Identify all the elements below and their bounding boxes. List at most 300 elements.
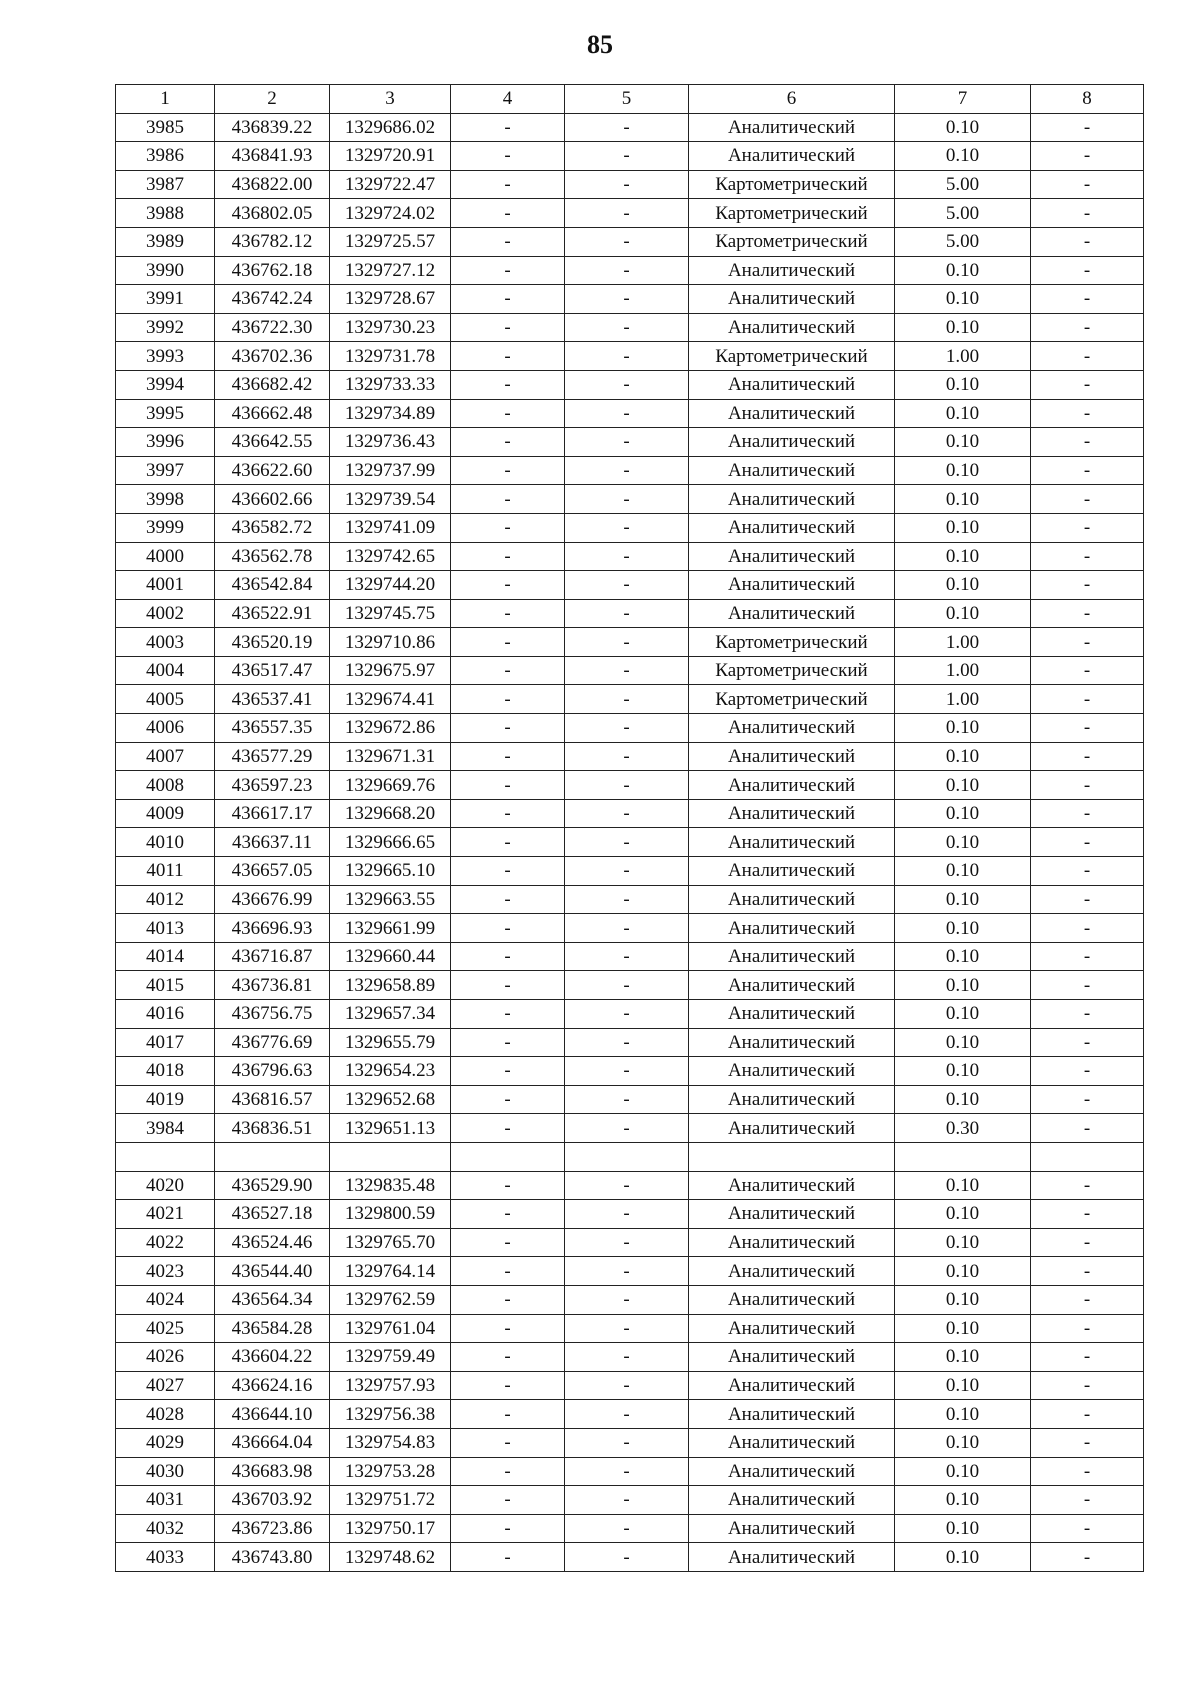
column-4-cell: - [451, 342, 565, 371]
method-cell: Аналитический [689, 1057, 895, 1086]
method-cell: Аналитический [689, 1171, 895, 1200]
y-coordinate-cell: 1329757.93 [330, 1371, 451, 1400]
method-cell: Аналитический [689, 456, 895, 485]
column-8-cell: - [1031, 313, 1144, 342]
column-8-cell: - [1031, 485, 1144, 514]
accuracy-cell: 0.10 [895, 513, 1031, 542]
method-cell: Аналитический [689, 142, 895, 171]
point-number-cell: 4003 [116, 628, 215, 657]
column-8-cell: - [1031, 1543, 1144, 1572]
column-4-cell: - [451, 1285, 565, 1314]
column-4-cell: - [451, 1343, 565, 1372]
column-5-cell: - [565, 599, 689, 628]
column-5-cell: - [565, 1028, 689, 1057]
x-coordinate-cell: 436839.22 [215, 113, 330, 142]
column-8-cell: - [1031, 1457, 1144, 1486]
x-coordinate-cell: 436624.16 [215, 1371, 330, 1400]
y-coordinate-cell: 1329720.91 [330, 142, 451, 171]
point-number-cell: 4000 [116, 542, 215, 571]
y-coordinate-cell: 1329751.72 [330, 1486, 451, 1515]
method-cell: Аналитический [689, 113, 895, 142]
x-coordinate-cell: 436722.30 [215, 313, 330, 342]
column-4-cell: - [451, 685, 565, 714]
x-coordinate-cell: 436529.90 [215, 1171, 330, 1200]
column-8-cell: - [1031, 714, 1144, 743]
column-8-cell: - [1031, 199, 1144, 228]
method-cell: Аналитический [689, 599, 895, 628]
point-number-cell: 3991 [116, 285, 215, 314]
column-4-cell: - [451, 1486, 565, 1515]
point-number-cell: 3989 [116, 227, 215, 256]
method-cell: Аналитический [689, 1543, 895, 1572]
accuracy-cell: 5.00 [895, 227, 1031, 256]
x-coordinate-cell: 436602.66 [215, 485, 330, 514]
method-cell: Картометрический [689, 342, 895, 371]
point-number-cell: 4010 [116, 828, 215, 857]
point-number-cell: 3985 [116, 113, 215, 142]
x-coordinate-cell: 436696.93 [215, 914, 330, 943]
point-number-cell: 4011 [116, 857, 215, 886]
column-4-cell: - [451, 885, 565, 914]
table-row [116, 771, 1144, 800]
accuracy-cell [895, 1142, 1031, 1171]
point-number-cell: 4005 [116, 685, 215, 714]
column-4-cell: - [451, 1514, 565, 1543]
table-row [116, 685, 1144, 714]
method-cell: Аналитический [689, 971, 895, 1000]
x-coordinate-cell [215, 1142, 330, 1171]
column-8-cell: - [1031, 599, 1144, 628]
y-coordinate-cell: 1329725.57 [330, 227, 451, 256]
column-5-cell: - [565, 1371, 689, 1400]
table-row [116, 857, 1144, 886]
column-4-cell: - [451, 428, 565, 457]
table-row [116, 456, 1144, 485]
table-row [116, 285, 1144, 314]
x-coordinate-cell: 436524.46 [215, 1228, 330, 1257]
column-5-cell: - [565, 742, 689, 771]
point-number-cell: 4018 [116, 1057, 215, 1086]
y-coordinate-cell: 1329737.99 [330, 456, 451, 485]
point-number-cell: 3993 [116, 342, 215, 371]
column-4-cell: - [451, 1228, 565, 1257]
accuracy-cell: 0.10 [895, 714, 1031, 743]
column-8-cell: - [1031, 1171, 1144, 1200]
x-coordinate-cell: 436542.84 [215, 571, 330, 600]
x-coordinate-cell: 436657.05 [215, 857, 330, 886]
column-8-cell: - [1031, 942, 1144, 971]
accuracy-cell: 0.10 [895, 1371, 1031, 1400]
point-number-cell: 4030 [116, 1457, 215, 1486]
accuracy-cell: 5.00 [895, 199, 1031, 228]
column-5-cell: - [565, 313, 689, 342]
column-5-cell: - [565, 1200, 689, 1229]
table-row [116, 828, 1144, 857]
point-number-cell: 4027 [116, 1371, 215, 1400]
column-header-1: 1 [116, 85, 215, 114]
accuracy-cell: 0.10 [895, 1543, 1031, 1572]
y-coordinate-cell: 1329759.49 [330, 1343, 451, 1372]
accuracy-cell: 0.10 [895, 113, 1031, 142]
x-coordinate-cell: 436562.78 [215, 542, 330, 571]
point-number-cell: 4031 [116, 1486, 215, 1515]
column-5-cell: - [565, 285, 689, 314]
y-coordinate-cell: 1329666.65 [330, 828, 451, 857]
column-5-cell: - [565, 799, 689, 828]
y-coordinate-cell: 1329835.48 [330, 1171, 451, 1200]
column-4-cell: - [451, 1543, 565, 1572]
accuracy-cell: 0.10 [895, 942, 1031, 971]
table-row [116, 199, 1144, 228]
x-coordinate-cell: 436617.17 [215, 799, 330, 828]
column-5-cell: - [565, 1171, 689, 1200]
point-number-cell: 4022 [116, 1228, 215, 1257]
method-cell: Аналитический [689, 1400, 895, 1429]
table-row [116, 1114, 1144, 1143]
y-coordinate-cell: 1329756.38 [330, 1400, 451, 1429]
y-coordinate-cell: 1329657.34 [330, 1000, 451, 1029]
method-cell: Аналитический [689, 1371, 895, 1400]
y-coordinate-cell: 1329734.89 [330, 399, 451, 428]
y-coordinate-cell: 1329654.23 [330, 1057, 451, 1086]
table-row [116, 1200, 1144, 1229]
table-row [116, 542, 1144, 571]
y-coordinate-cell: 1329748.62 [330, 1543, 451, 1572]
accuracy-cell: 5.00 [895, 170, 1031, 199]
x-coordinate-cell: 436537.41 [215, 685, 330, 714]
accuracy-cell: 0.10 [895, 256, 1031, 285]
method-cell: Аналитический [689, 1228, 895, 1257]
y-coordinate-cell: 1329753.28 [330, 1457, 451, 1486]
column-5-cell: - [565, 1543, 689, 1572]
column-4-cell: - [451, 113, 565, 142]
column-5-cell: - [565, 485, 689, 514]
accuracy-cell: 0.10 [895, 914, 1031, 943]
x-coordinate-cell: 436796.63 [215, 1057, 330, 1086]
table-row [116, 142, 1144, 171]
x-coordinate-cell: 436662.48 [215, 399, 330, 428]
table-row [116, 342, 1144, 371]
accuracy-cell: 0.10 [895, 742, 1031, 771]
column-4-cell: - [451, 571, 565, 600]
column-5-cell: - [565, 342, 689, 371]
method-cell: Аналитический [689, 799, 895, 828]
column-5-cell: - [565, 456, 689, 485]
point-number-cell: 3987 [116, 170, 215, 199]
column-5-cell [565, 1142, 689, 1171]
point-number-cell: 4021 [116, 1200, 215, 1229]
accuracy-cell: 0.10 [895, 1028, 1031, 1057]
table-row [116, 1343, 1144, 1372]
x-coordinate-cell: 436742.24 [215, 285, 330, 314]
column-4-cell: - [451, 1400, 565, 1429]
point-number-cell: 4006 [116, 714, 215, 743]
header-row [116, 85, 1144, 114]
accuracy-cell: 0.10 [895, 370, 1031, 399]
method-cell: Картометрический [689, 199, 895, 228]
table-row [116, 1228, 1144, 1257]
y-coordinate-cell: 1329722.47 [330, 170, 451, 199]
column-4-cell: - [451, 485, 565, 514]
accuracy-cell: 0.10 [895, 1228, 1031, 1257]
column-8-cell: - [1031, 399, 1144, 428]
y-coordinate-cell: 1329658.89 [330, 971, 451, 1000]
y-coordinate-cell: 1329686.02 [330, 113, 451, 142]
table-row [116, 1486, 1144, 1515]
column-8-cell: - [1031, 571, 1144, 600]
accuracy-cell: 0.10 [895, 571, 1031, 600]
x-coordinate-cell: 436520.19 [215, 628, 330, 657]
column-5-cell: - [565, 714, 689, 743]
accuracy-cell: 1.00 [895, 342, 1031, 371]
y-coordinate-cell: 1329800.59 [330, 1200, 451, 1229]
method-cell: Аналитический [689, 828, 895, 857]
point-number-cell: 4019 [116, 1085, 215, 1114]
column-8-cell: - [1031, 1057, 1144, 1086]
column-5-cell: - [565, 1343, 689, 1372]
accuracy-cell: 0.10 [895, 1257, 1031, 1286]
y-coordinate-cell: 1329675.97 [330, 656, 451, 685]
table-row [116, 628, 1144, 657]
table-row [116, 256, 1144, 285]
x-coordinate-cell: 436577.29 [215, 742, 330, 771]
table-row [116, 227, 1144, 256]
method-cell: Аналитический [689, 285, 895, 314]
y-coordinate-cell: 1329754.83 [330, 1428, 451, 1457]
table-row [116, 1400, 1144, 1429]
point-number-cell: 4033 [116, 1543, 215, 1572]
method-cell [689, 1142, 895, 1171]
method-cell: Аналитический [689, 742, 895, 771]
table-row [116, 1171, 1144, 1200]
column-5-cell: - [565, 885, 689, 914]
accuracy-cell: 0.10 [895, 971, 1031, 1000]
x-coordinate-cell: 436716.87 [215, 942, 330, 971]
column-5-cell: - [565, 685, 689, 714]
column-header-8: 8 [1031, 85, 1144, 114]
accuracy-cell: 0.30 [895, 1114, 1031, 1143]
column-8-cell: - [1031, 1228, 1144, 1257]
column-4-cell: - [451, 542, 565, 571]
table-row [116, 1457, 1144, 1486]
x-coordinate-cell: 436522.91 [215, 599, 330, 628]
column-5-cell: - [565, 227, 689, 256]
method-cell: Аналитический [689, 1200, 895, 1229]
column-4-cell: - [451, 256, 565, 285]
point-number-cell: 4002 [116, 599, 215, 628]
method-cell: Аналитический [689, 857, 895, 886]
method-cell: Аналитический [689, 571, 895, 600]
x-coordinate-cell: 436702.36 [215, 342, 330, 371]
point-number-cell: 3994 [116, 370, 215, 399]
accuracy-cell: 0.10 [895, 1085, 1031, 1114]
method-cell: Картометрический [689, 656, 895, 685]
method-cell: Аналитический [689, 370, 895, 399]
point-number-cell: 3986 [116, 142, 215, 171]
point-number-cell: 4017 [116, 1028, 215, 1057]
y-coordinate-cell: 1329665.10 [330, 857, 451, 886]
column-8-cell: - [1031, 428, 1144, 457]
column-5-cell: - [565, 542, 689, 571]
column-5-cell: - [565, 857, 689, 886]
column-8-cell: - [1031, 1257, 1144, 1286]
point-number-cell: 3996 [116, 428, 215, 457]
column-8-cell: - [1031, 1400, 1144, 1429]
column-4-cell: - [451, 942, 565, 971]
column-5-cell: - [565, 370, 689, 399]
column-8-cell: - [1031, 1371, 1144, 1400]
x-coordinate-cell: 436582.72 [215, 513, 330, 542]
x-coordinate-cell: 436683.98 [215, 1457, 330, 1486]
accuracy-cell: 1.00 [895, 628, 1031, 657]
point-number-cell: 4028 [116, 1400, 215, 1429]
x-coordinate-cell: 436557.35 [215, 714, 330, 743]
y-coordinate-cell: 1329741.09 [330, 513, 451, 542]
column-4-cell: - [451, 599, 565, 628]
method-cell: Аналитический [689, 542, 895, 571]
point-number-cell: 3995 [116, 399, 215, 428]
y-coordinate-cell: 1329710.86 [330, 628, 451, 657]
column-8-cell: - [1031, 113, 1144, 142]
column-5-cell: - [565, 1057, 689, 1086]
x-coordinate-cell: 436622.60 [215, 456, 330, 485]
x-coordinate-cell: 436642.55 [215, 428, 330, 457]
column-8-cell: - [1031, 370, 1144, 399]
column-header-2: 2 [215, 85, 330, 114]
table-row [116, 656, 1144, 685]
x-coordinate-cell: 436703.92 [215, 1486, 330, 1515]
column-5-cell: - [565, 1085, 689, 1114]
column-4-cell: - [451, 285, 565, 314]
column-8-cell: - [1031, 1514, 1144, 1543]
column-8-cell: - [1031, 1114, 1144, 1143]
column-5-cell: - [565, 256, 689, 285]
column-4-cell: - [451, 1057, 565, 1086]
point-number-cell: 3990 [116, 256, 215, 285]
column-4-cell: - [451, 513, 565, 542]
method-cell: Аналитический [689, 1114, 895, 1143]
column-5-cell: - [565, 199, 689, 228]
column-5-cell: - [565, 1486, 689, 1515]
column-8-cell: - [1031, 1285, 1144, 1314]
table-row [116, 1028, 1144, 1057]
y-coordinate-cell: 1329671.31 [330, 742, 451, 771]
column-4-cell: - [451, 142, 565, 171]
column-8-cell: - [1031, 742, 1144, 771]
x-coordinate-cell: 436637.11 [215, 828, 330, 857]
table-row [116, 513, 1144, 542]
x-coordinate-cell: 436822.00 [215, 170, 330, 199]
y-coordinate-cell: 1329660.44 [330, 942, 451, 971]
accuracy-cell: 0.10 [895, 285, 1031, 314]
accuracy-cell: 0.10 [895, 485, 1031, 514]
point-number-cell: 3992 [116, 313, 215, 342]
point-number-cell: 4009 [116, 799, 215, 828]
column-4-cell: - [451, 227, 565, 256]
x-coordinate-cell: 436544.40 [215, 1257, 330, 1286]
column-4-cell: - [451, 628, 565, 657]
accuracy-cell: 0.10 [895, 1514, 1031, 1543]
table-row [116, 1057, 1144, 1086]
point-number-cell: 4012 [116, 885, 215, 914]
table-row [116, 370, 1144, 399]
y-coordinate-cell: 1329736.43 [330, 428, 451, 457]
column-4-cell: - [451, 1171, 565, 1200]
column-header-6: 6 [689, 85, 895, 114]
accuracy-cell: 0.10 [895, 428, 1031, 457]
method-cell: Картометрический [689, 628, 895, 657]
y-coordinate-cell: 1329663.55 [330, 885, 451, 914]
x-coordinate-cell: 436782.12 [215, 227, 330, 256]
table-row [116, 1371, 1144, 1400]
point-number-cell: 4007 [116, 742, 215, 771]
accuracy-cell: 0.10 [895, 542, 1031, 571]
y-coordinate-cell: 1329674.41 [330, 685, 451, 714]
column-5-cell: - [565, 1314, 689, 1343]
column-4-cell: - [451, 199, 565, 228]
accuracy-cell: 0.10 [895, 1171, 1031, 1200]
x-coordinate-cell: 436841.93 [215, 142, 330, 171]
x-coordinate-cell: 436802.05 [215, 199, 330, 228]
table-row [116, 799, 1144, 828]
method-cell: Аналитический [689, 1457, 895, 1486]
column-4-cell: - [451, 714, 565, 743]
column-header-5: 5 [565, 85, 689, 114]
method-cell: Аналитический [689, 1000, 895, 1029]
accuracy-cell: 1.00 [895, 685, 1031, 714]
y-coordinate-cell: 1329731.78 [330, 342, 451, 371]
column-8-cell: - [1031, 656, 1144, 685]
method-cell: Аналитический [689, 1257, 895, 1286]
table-row [116, 313, 1144, 342]
column-4-cell: - [451, 771, 565, 800]
column-5-cell: - [565, 1285, 689, 1314]
y-coordinate-cell: 1329765.70 [330, 1228, 451, 1257]
column-4-cell: - [451, 399, 565, 428]
accuracy-cell: 0.10 [895, 1200, 1031, 1229]
column-5-cell: - [565, 628, 689, 657]
column-5-cell: - [565, 971, 689, 1000]
y-coordinate-cell: 1329728.67 [330, 285, 451, 314]
accuracy-cell: 0.10 [895, 1428, 1031, 1457]
accuracy-cell: 1.00 [895, 656, 1031, 685]
y-coordinate-cell: 1329724.02 [330, 199, 451, 228]
x-coordinate-cell: 436564.34 [215, 1285, 330, 1314]
point-number-cell: 4016 [116, 1000, 215, 1029]
page-number: 85 [587, 30, 613, 59]
accuracy-cell: 0.10 [895, 1486, 1031, 1515]
column-4-cell: - [451, 857, 565, 886]
column-8-cell: - [1031, 1028, 1144, 1057]
column-5-cell: - [565, 1228, 689, 1257]
y-coordinate-cell: 1329750.17 [330, 1514, 451, 1543]
column-5-cell: - [565, 1400, 689, 1429]
accuracy-cell: 0.10 [895, 313, 1031, 342]
x-coordinate-cell: 436604.22 [215, 1343, 330, 1372]
method-cell: Картометрический [689, 170, 895, 199]
method-cell: Аналитический [689, 914, 895, 943]
point-number-cell: 4008 [116, 771, 215, 800]
table-row [116, 1257, 1144, 1286]
column-8-cell: - [1031, 628, 1144, 657]
accuracy-cell: 0.10 [895, 1343, 1031, 1372]
method-cell: Аналитический [689, 1343, 895, 1372]
y-coordinate-cell: 1329762.59 [330, 1285, 451, 1314]
x-coordinate-cell: 436664.04 [215, 1428, 330, 1457]
y-coordinate-cell: 1329739.54 [330, 485, 451, 514]
x-coordinate-cell: 436743.80 [215, 1543, 330, 1572]
column-4-cell: - [451, 1085, 565, 1114]
